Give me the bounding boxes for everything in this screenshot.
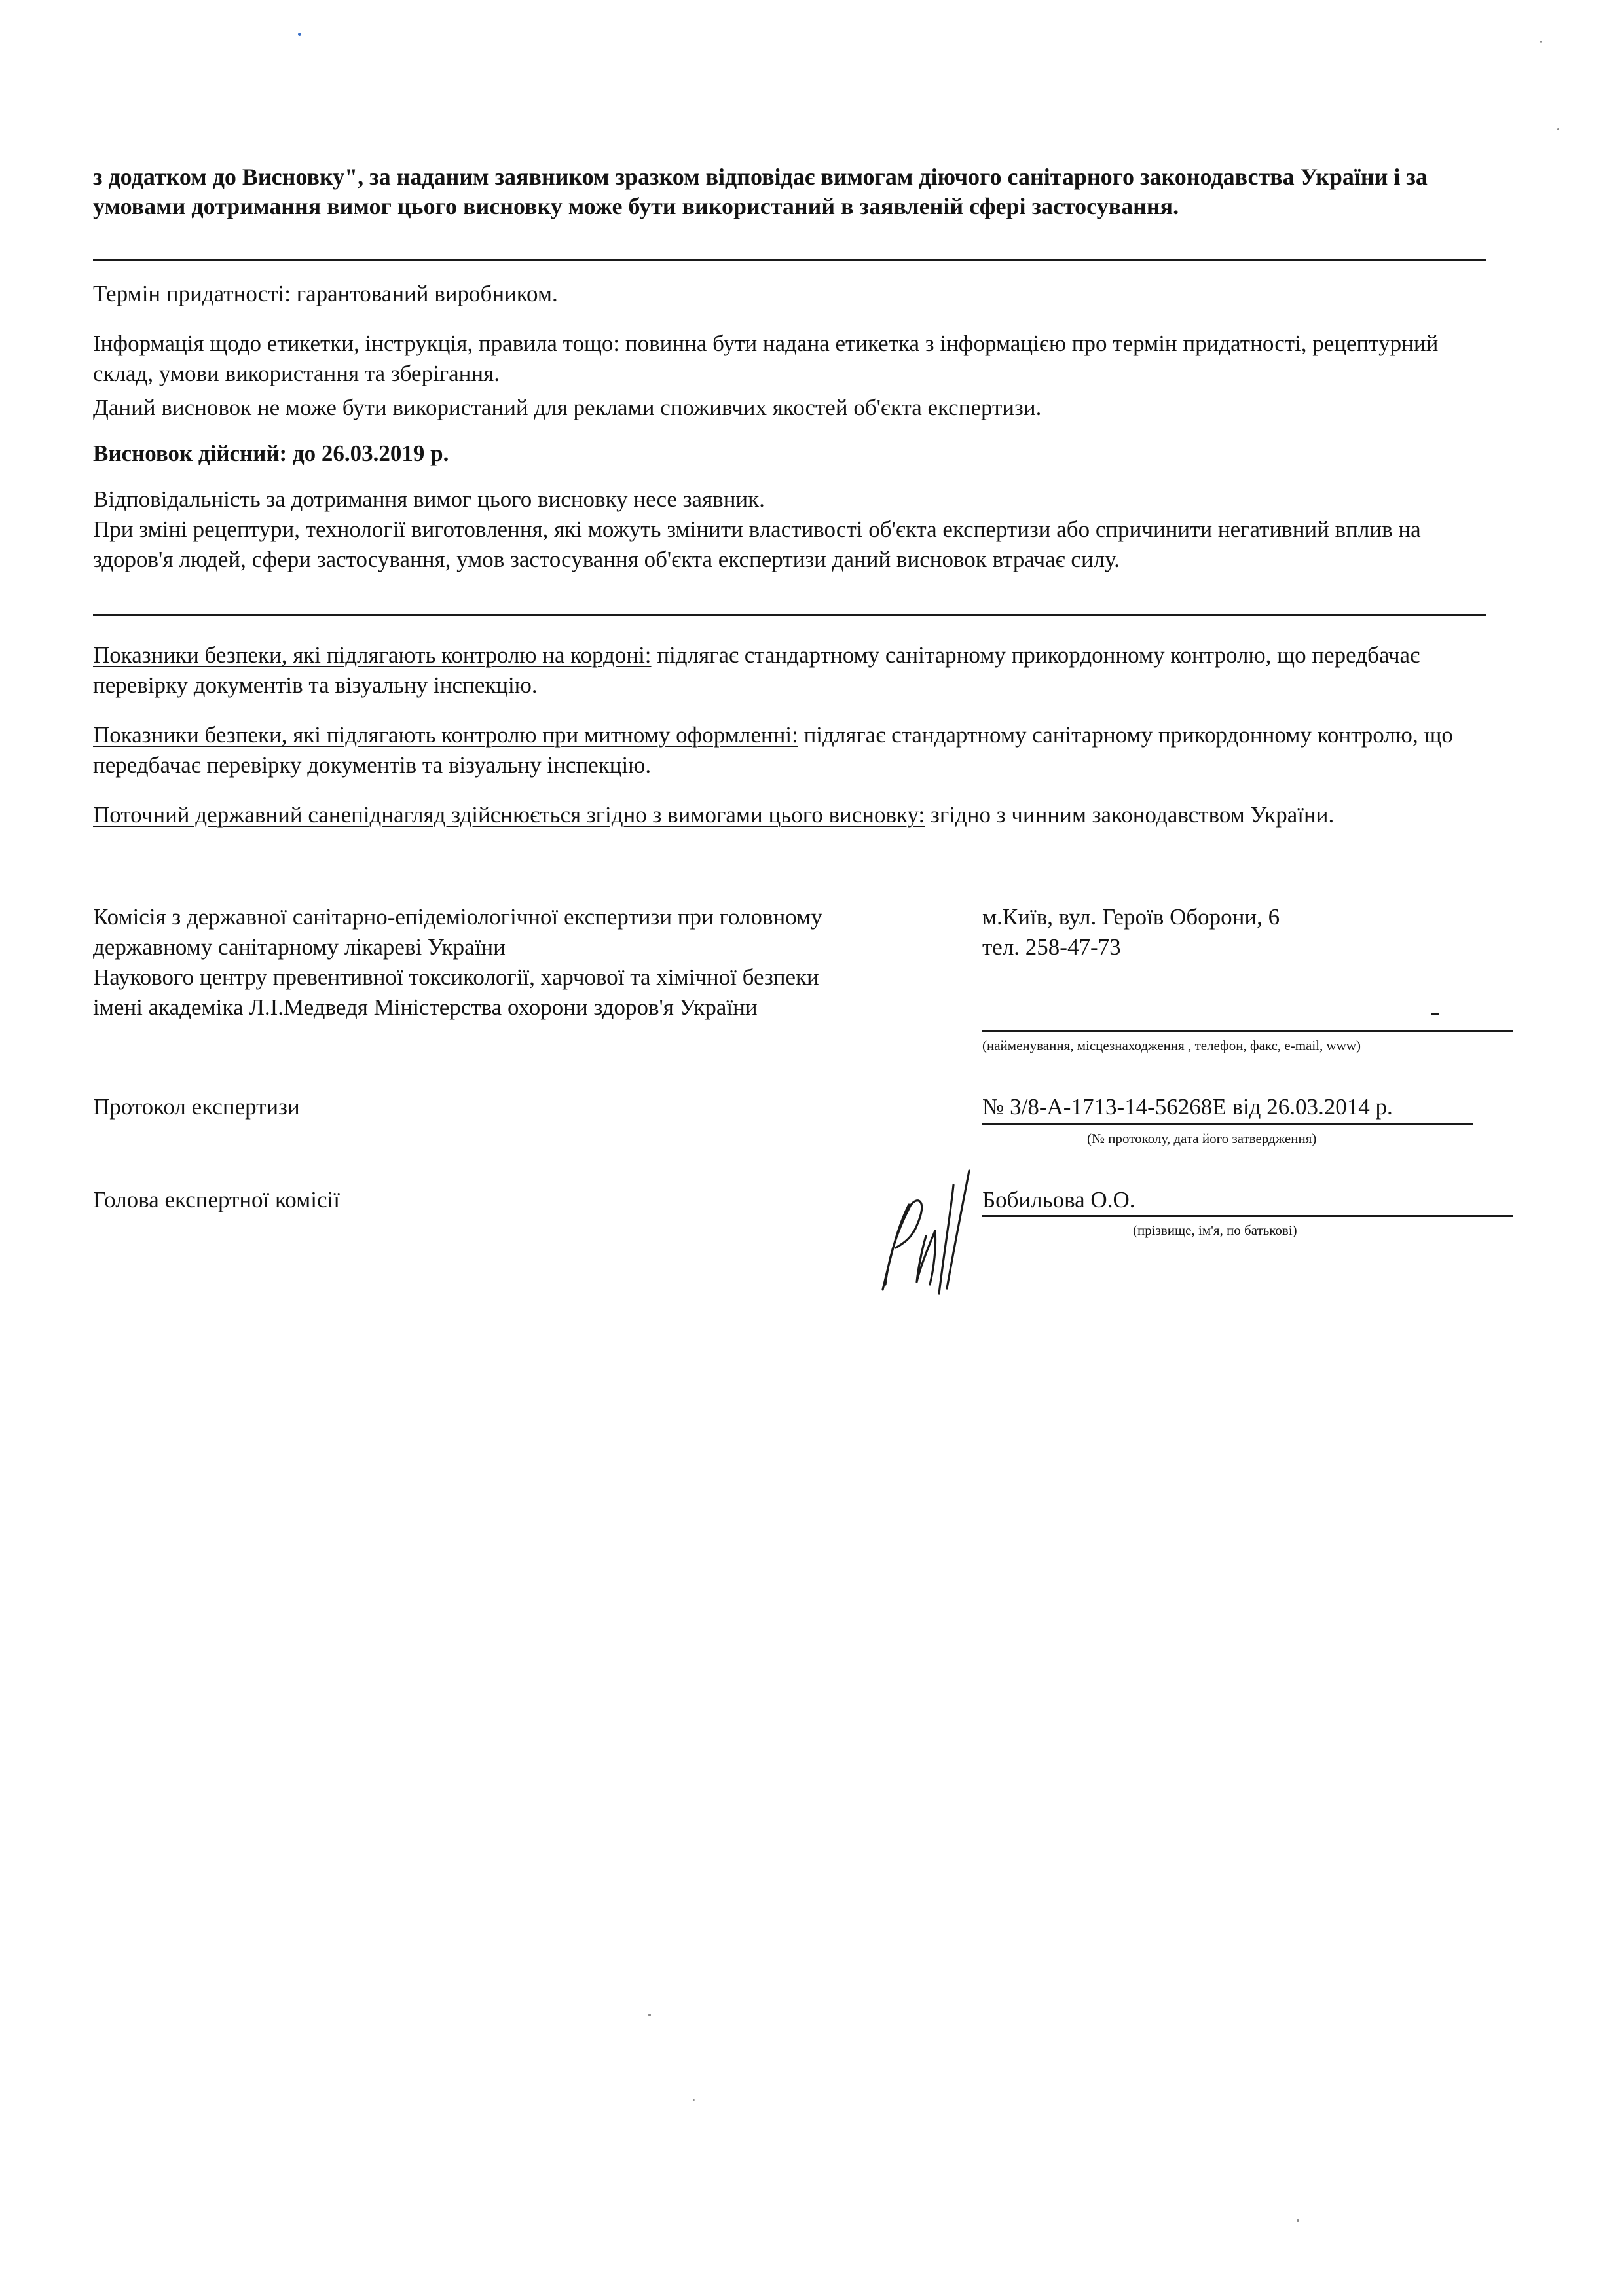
scan-speck: [1297, 2219, 1299, 2222]
border-control-text: підлягає стандартному санітарному прикордонному контролю, що передбачає перевірку документів та візуальну інспекцію.: [93, 642, 1420, 698]
protocol-caption: (№ протоколу, дата його затвердження): [1087, 1131, 1317, 1146]
address-caption: (найменування, місцезнаходження , телефон, факс, e-mail, www): [982, 1038, 1361, 1053]
customs-control-label: Показники безпеки, які підлягають контролю при митному оформленні:: [93, 722, 798, 748]
address-dash-mark: [1431, 1013, 1439, 1015]
intro-paragraph: з додатком до Висновку", за наданим заявником зразком відповідає вимогам діючого санітарного законодавства України і за умовами дотримання вимог цього висновку може бути використаний в заявленій сфері застосування.: [93, 164, 1428, 219]
address-block: [982, 902, 1280, 962]
supervision-paragraph: [93, 800, 1488, 830]
chair-caption: (прізвище, ім'я, по батькові): [1133, 1222, 1297, 1238]
customs-control-text: підлягає стандартному санітарному прикордонному контролю, що передбачає перевірку документів та візуальну інспекцію.: [93, 722, 1453, 778]
supervision-text: згідно з чинним законодавством України.: [925, 802, 1335, 828]
border-control-paragraph: [93, 640, 1488, 701]
label-info-paragraph: Інформація щодо етикетки, інструкція, правила тощо: повинна бути надана етикетка з інформацією про термін придатності, рецептурний склад, умови використання та зберігання.: [93, 331, 1439, 386]
address-text: м.Київ, вул. Героїв Оборони, 6: [982, 904, 1280, 930]
chair-label: Голова експертної комісії: [93, 1187, 340, 1212]
scan-speck: [648, 2014, 651, 2016]
shelf-life-paragraph: Термін придатності: гарантований виробником.: [93, 281, 558, 306]
validity-paragraph: Висновок дійсний: до 26.03.2019 р.: [93, 441, 449, 466]
protocol-rule: [982, 1123, 1473, 1125]
border-control-label: Показники безпеки, які підлягають контролю на кордоні:: [93, 642, 652, 668]
responsibility-paragraph: Відповідальність за дотримання вимог цього висновку несе заявник. При зміні рецептури, технології виготовлення, які можуть змінити властивості об'єкта експертизи або спричинити негативний вплив на здоров'я людей, сфери застосування, умов застосування об'єкта експертизи даний висновок втрачає силу.: [93, 486, 1421, 572]
commission-line: Наукового центру превентивної токсикології, харчової та хімічної безпеки: [93, 964, 819, 990]
commission-line: Комісія з державної санітарно-епідеміологічної експертизи при головному: [93, 904, 822, 930]
commission-block: [93, 902, 970, 1023]
section-divider: [93, 259, 1486, 261]
phone-text: тел. 258-47-73: [982, 934, 1121, 960]
customs-control-paragraph: [93, 720, 1488, 780]
chair-rule: [982, 1215, 1513, 1217]
commission-line: державному санітарному лікареві України: [93, 934, 506, 960]
section-divider: [93, 614, 1486, 616]
supervision-label: Поточний державний санепіднагляд здійснюється згідно з вимогами цього висновку:: [93, 802, 925, 828]
address-rule: [982, 1030, 1513, 1032]
scan-speck: [1557, 128, 1559, 130]
scan-speck: [1540, 41, 1542, 43]
chair-name: Бобильова О.О.: [982, 1187, 1135, 1212]
protocol-label: Протокол експертизи: [93, 1094, 300, 1120]
commission-line: імені академіка Л.І.Медведя Міністерства охорони здоров'я України: [93, 994, 758, 1020]
scan-speck: [693, 2099, 695, 2101]
protocol-value: № 3/8-А-1713-14-56268Е від 26.03.2014 р.: [982, 1094, 1393, 1120]
advertising-restriction-paragraph: Даний висновок не може бути використаний для реклами споживчих якостей об'єкта експертизи.: [93, 395, 1042, 420]
scan-speck: [298, 33, 301, 36]
